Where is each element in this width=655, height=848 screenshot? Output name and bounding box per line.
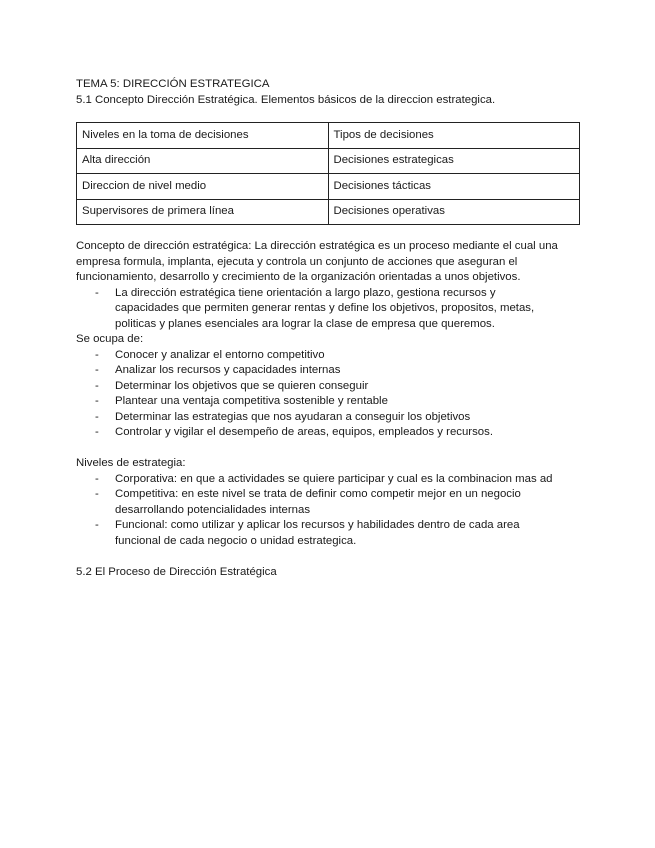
document-page xyxy=(76,77,581,580)
niveles-list xyxy=(76,472,581,550)
paragraph-line: funcionamiento, desarrollo y crecimiento de la organización orientadas a unos objetivos. xyxy=(76,271,521,283)
list-item-line: - Funcional: como utilizar y aplicar los recursos y habilidades dentro de cada area xyxy=(115,519,520,531)
ocupa-heading: Se ocupa de: xyxy=(76,333,144,345)
list-item-line: - La dirección estratégica tiene orientación a largo plazo, gestiona recursos y xyxy=(115,286,496,299)
table-row xyxy=(77,174,580,200)
list-item-line: desarrollando potencialidades internas xyxy=(115,503,311,516)
decisions-table xyxy=(76,122,580,225)
paragraph-line: empresa formula, implanta, ejecuta y controla un conjunto de acciones que aseguran el xyxy=(76,255,518,268)
section-heading: 5.2 El Proceso de Dirección Estratégica xyxy=(76,565,277,578)
list-item-line: capacidades que permiten generar rentas y define los objetivos, propositos, metas, xyxy=(115,302,535,314)
list-item: - Plantear una ventaja competitiva sostenible y rentable xyxy=(76,394,581,410)
list-item: - Determinar las estrategias que nos ayudaran a conseguir los objetivos xyxy=(76,410,581,426)
list-item xyxy=(76,286,581,333)
table-cell: Decisiones estrategicas xyxy=(328,148,580,174)
table-cell: Tipos de decisiones xyxy=(328,123,580,149)
list-item-line: - Competitiva: en este nivel se trata de definir como competir mejor en un negocio xyxy=(115,488,521,500)
table-row xyxy=(77,199,580,225)
table-cell: Niveles en la toma de decisiones xyxy=(77,123,329,149)
list-item xyxy=(76,487,581,518)
section-subtitle: 5.1 Concepto Dirección Estratégica. Elementos básicos de la direccion estrategica. xyxy=(76,93,496,106)
concept-bullet-list xyxy=(76,286,581,333)
niveles-heading: Niveles de estrategia: xyxy=(76,457,186,469)
list-item: - Determinar los objetivos que se quieren conseguir xyxy=(76,379,581,395)
list-item xyxy=(76,472,581,488)
table-cell: Alta dirección xyxy=(77,148,329,174)
table-cell: Direccion de nivel medio xyxy=(77,174,329,200)
concept-paragraph xyxy=(76,239,581,286)
list-item-line: politicas y planes esenciales ara lograr la clase de empresa que queremos. xyxy=(115,317,495,330)
list-item-line: funcional de cada negocio o unidad estrategica. xyxy=(115,534,357,547)
table-cell: Decisiones operativas xyxy=(328,199,580,225)
paragraph-line: Concepto de dirección estratégica: La dirección estratégica es un proceso mediante el cual una xyxy=(76,240,558,252)
table-row xyxy=(77,148,580,174)
table-header-row xyxy=(77,123,580,149)
table-cell: Decisiones tácticas xyxy=(328,174,580,200)
list-item: - Controlar y vigilar el desempeño de areas, equipos, empleados y recursos. xyxy=(76,425,581,441)
list-item-line: - Corporativa: en que a actividades se quiere participar y cual es la combinacion mas ad xyxy=(115,472,553,485)
list-item: - Analizar los recursos y capacidades internas xyxy=(76,363,581,379)
ocupa-list xyxy=(76,348,581,441)
table-cell: Supervisores de primera línea xyxy=(77,199,329,225)
list-item: - Conocer y analizar el entorno competitivo xyxy=(76,348,581,364)
list-item xyxy=(76,518,581,549)
document-title: TEMA 5: DIRECCIÓN ESTRATEGICA xyxy=(76,78,270,90)
